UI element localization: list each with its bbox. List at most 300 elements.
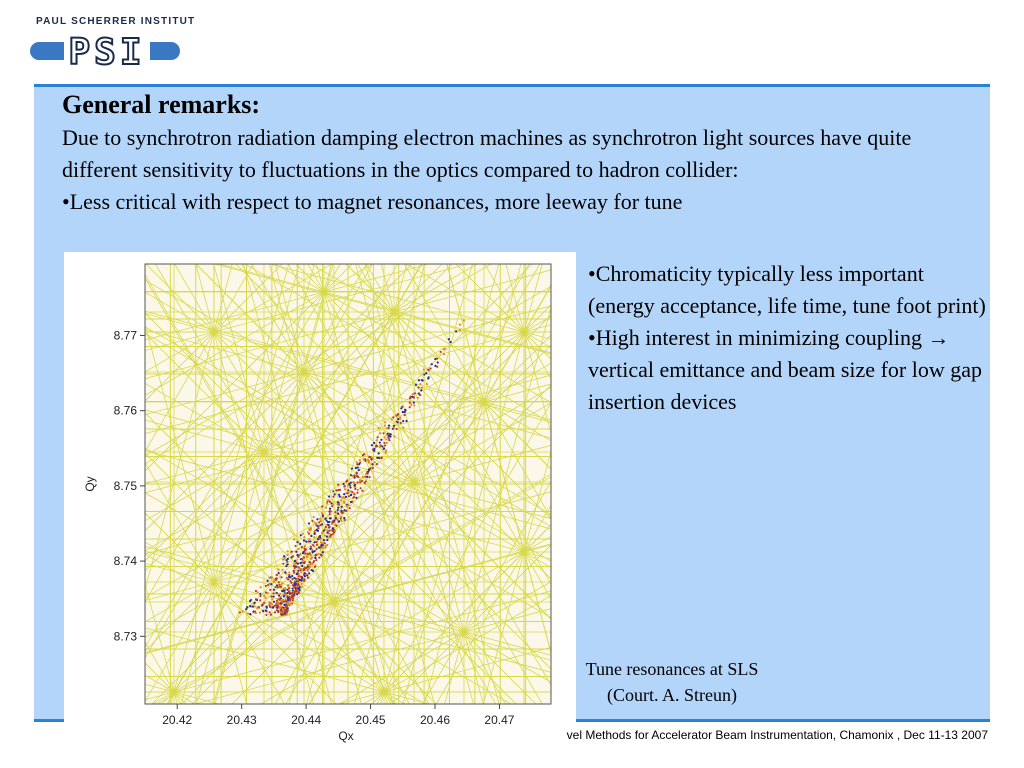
tune-point — [306, 567, 308, 569]
tune-point — [286, 592, 288, 594]
tune-point — [340, 518, 342, 520]
tune-point — [396, 428, 398, 430]
tune-point — [329, 517, 331, 519]
tune-point — [247, 612, 249, 614]
tune-point — [254, 611, 256, 613]
tune-point — [338, 494, 340, 496]
tune-point — [383, 442, 385, 444]
tune-point — [392, 416, 394, 418]
tune-point — [311, 520, 313, 522]
tune-point — [331, 523, 333, 525]
x-tick-label: 20.47 — [484, 713, 515, 727]
tune-point — [320, 548, 322, 550]
tune-point — [368, 469, 370, 471]
tune-point — [413, 397, 415, 399]
tune-point — [380, 457, 382, 459]
tune-point — [338, 503, 340, 505]
tune-point — [324, 535, 326, 537]
tune-point — [314, 521, 316, 523]
tune-point — [385, 452, 387, 454]
tune-point — [289, 580, 291, 582]
tune-point — [409, 397, 411, 399]
tune-point — [321, 523, 323, 525]
tune-point — [266, 580, 268, 582]
tune-point — [356, 472, 358, 474]
tune-point — [339, 496, 341, 498]
tune-point — [285, 609, 287, 611]
tune-point — [300, 534, 302, 536]
tune-point — [440, 351, 442, 353]
tune-point — [295, 551, 297, 553]
tune-point — [266, 607, 268, 609]
tune-point — [388, 437, 390, 439]
tune-point — [319, 538, 321, 540]
tune-point — [252, 605, 254, 607]
tune-point — [376, 445, 378, 447]
tune-point — [307, 570, 309, 572]
tune-point — [341, 512, 343, 514]
tune-point — [350, 501, 352, 503]
tune-point — [327, 521, 329, 523]
tune-point — [355, 467, 357, 469]
tune-point — [294, 560, 296, 562]
tune-point — [283, 555, 285, 557]
tune-point — [343, 485, 345, 487]
tune-point — [249, 600, 251, 602]
tune-point — [337, 501, 339, 503]
tune-point — [288, 590, 290, 592]
tune-point — [373, 442, 375, 444]
tune-point — [324, 518, 326, 520]
tune-point — [363, 453, 365, 455]
tune-point — [284, 571, 286, 573]
tune-point — [342, 483, 344, 485]
tune-point — [277, 604, 279, 606]
tune-point — [301, 583, 303, 585]
tune-point — [325, 507, 327, 509]
tune-point — [287, 585, 289, 587]
tune-point — [295, 578, 297, 580]
tune-point — [332, 504, 334, 506]
tune-point — [372, 467, 374, 469]
tune-point — [288, 596, 290, 598]
tune-point — [298, 575, 300, 577]
tune-point — [311, 569, 313, 571]
tune-point — [326, 544, 328, 546]
tune-point — [345, 510, 347, 512]
tune-point — [327, 532, 329, 534]
tune-point — [356, 481, 358, 483]
psi-mark-text: PSI — [68, 32, 146, 73]
psi-logo — [0, 0, 200, 80]
tune-point — [310, 546, 312, 548]
tune-point — [417, 397, 419, 399]
tune-point — [287, 558, 289, 560]
tune-point — [308, 572, 310, 574]
tune-point — [285, 605, 287, 607]
tune-point — [409, 406, 411, 408]
y-axis-ticks — [114, 328, 145, 643]
tune-point — [273, 592, 275, 594]
tune-point — [365, 480, 367, 482]
tune-point — [318, 521, 320, 523]
tune-point — [368, 476, 370, 478]
y-tick-label: 8.74 — [113, 554, 137, 569]
tune-point — [286, 589, 288, 591]
tune-point — [309, 540, 311, 542]
tune-point — [314, 566, 316, 568]
tune-point — [319, 518, 321, 520]
tune-point — [335, 525, 337, 527]
tune-point — [239, 611, 241, 613]
tune-point — [320, 555, 322, 557]
tune-point — [282, 563, 284, 565]
tune-point — [293, 563, 295, 565]
tune-point — [351, 467, 353, 469]
tune-point — [393, 435, 395, 437]
institute-name: PAUL SCHERRER INSTITUT — [36, 16, 196, 27]
tune-point — [316, 529, 318, 531]
tune-point — [276, 592, 278, 594]
tune-point — [304, 545, 306, 547]
tune-point — [455, 330, 457, 332]
tune-point — [264, 597, 266, 599]
tune-point — [286, 563, 288, 565]
tune-point — [289, 601, 291, 603]
tune-point — [347, 489, 349, 491]
tune-point — [415, 384, 417, 386]
tune-point — [399, 416, 401, 418]
tune-point — [287, 603, 289, 605]
tune-point — [283, 595, 285, 597]
tune-point — [273, 589, 275, 591]
tune-point — [321, 532, 323, 534]
tune-point — [301, 586, 303, 588]
tune-point — [273, 581, 275, 583]
tune-point — [271, 603, 273, 605]
tune-point — [318, 557, 320, 559]
tune-point — [315, 553, 317, 555]
tune-point — [388, 435, 390, 437]
tune-point — [280, 596, 282, 598]
y-tick-label: 8.77 — [113, 328, 137, 343]
tune-point — [282, 608, 284, 610]
tune-point — [304, 575, 306, 577]
tune-point — [307, 553, 309, 555]
tune-point — [356, 463, 358, 465]
tune-point — [402, 426, 404, 428]
tune-point — [277, 568, 279, 570]
tune-point — [436, 358, 438, 360]
tune-point — [271, 576, 273, 578]
tune-point — [373, 450, 375, 452]
tune-point — [334, 493, 336, 495]
tune-point — [280, 584, 282, 586]
tune-point — [376, 439, 378, 441]
tune-point — [275, 577, 277, 579]
tune-point — [301, 577, 303, 579]
tune-point — [384, 444, 386, 446]
tune-point — [343, 517, 345, 519]
tune-point — [291, 587, 293, 589]
tune-point — [385, 438, 387, 440]
tune-point — [269, 606, 271, 608]
tune-point — [354, 484, 356, 486]
tune-point — [384, 425, 386, 427]
tune-point — [357, 489, 359, 491]
tune-point — [259, 599, 261, 601]
tune-point — [378, 457, 380, 459]
tune-point — [421, 387, 423, 389]
tune-point — [308, 538, 310, 540]
tune-point — [293, 538, 295, 540]
tune-point — [322, 542, 324, 544]
x-axis-ticks — [162, 704, 515, 727]
slide-title: General remarks: — [62, 90, 261, 119]
tune-point — [356, 461, 358, 463]
tune-point — [328, 495, 330, 497]
tune-point — [376, 463, 378, 465]
tune-point — [425, 372, 427, 374]
tune-point — [326, 502, 328, 504]
tune-point — [356, 492, 358, 494]
tune-point — [316, 525, 318, 527]
tune-point — [341, 506, 343, 508]
tune-point — [299, 553, 301, 555]
tune-point — [405, 420, 407, 422]
tune-point — [414, 392, 416, 394]
tune-point — [297, 570, 299, 572]
tune-point — [404, 411, 406, 413]
tune-point — [339, 489, 341, 491]
tune-point — [413, 404, 415, 406]
tune-point — [333, 532, 335, 534]
bullet-magnet-resonances: •Less critical with respect to magnet resonances, more leeway for tune — [62, 189, 683, 214]
tune-point — [269, 603, 271, 605]
tune-point — [329, 508, 331, 510]
tune-point — [371, 444, 373, 446]
tune-point — [388, 425, 390, 427]
tune-point — [257, 591, 259, 593]
tune-point — [329, 513, 331, 515]
tune-point — [384, 421, 386, 423]
tune-point — [311, 549, 313, 551]
tune-point — [281, 569, 283, 571]
tune-point — [322, 515, 324, 517]
tune-point — [409, 402, 411, 404]
tune-point — [337, 512, 339, 514]
tune-point — [328, 524, 330, 526]
tune-point — [296, 554, 298, 556]
tune-point — [427, 369, 429, 371]
tune-point — [444, 348, 446, 350]
tune-point — [259, 595, 261, 597]
tune-point — [349, 486, 351, 488]
tune-point — [360, 487, 362, 489]
tune-point — [291, 575, 293, 577]
tune-point — [298, 548, 300, 550]
tune-point — [359, 479, 361, 481]
tune-point — [288, 587, 290, 589]
tune-point — [376, 436, 378, 438]
bullet-coupling: •High interest in minimizing coupling → vertical emittance and beam size for low gap insertion devices — [588, 325, 982, 414]
tune-point — [287, 599, 289, 601]
tune-point — [302, 560, 304, 562]
tune-point — [329, 535, 331, 537]
tune-point — [364, 460, 366, 462]
tune-point — [281, 582, 283, 584]
tune-point — [332, 490, 334, 492]
tune-point — [315, 559, 317, 561]
tune-point — [385, 450, 387, 452]
tune-point — [271, 606, 273, 608]
tune-point — [307, 577, 309, 579]
tune-point — [340, 520, 342, 522]
tune-point — [331, 533, 333, 535]
tune-point — [255, 590, 257, 592]
tune-point — [284, 588, 286, 590]
tune-point — [277, 602, 279, 604]
tune-point — [295, 562, 297, 564]
tune-point — [340, 499, 342, 501]
slide-footer: vel Methods for Accelerator Beam Instrumentation, Chamonix , Dec 11-13 2007 — [566, 728, 988, 742]
tune-point — [292, 555, 294, 557]
tune-point — [308, 533, 310, 535]
tune-point — [263, 595, 265, 597]
tune-point — [366, 476, 368, 478]
tune-point — [353, 474, 355, 476]
tune-point — [333, 521, 335, 523]
tune-point — [346, 492, 348, 494]
tune-point — [321, 505, 323, 507]
tune-point — [310, 535, 312, 537]
tune-point — [300, 571, 302, 573]
tune-point — [273, 578, 275, 580]
tune-point — [345, 496, 347, 498]
tune-point — [316, 518, 318, 520]
tune-point — [322, 551, 324, 553]
tune-plot-svg — [64, 252, 576, 752]
tune-point — [320, 544, 322, 546]
tune-point — [320, 541, 322, 543]
tune-point — [259, 612, 261, 614]
tune-point — [260, 586, 262, 588]
tune-point — [402, 411, 404, 413]
tune-point — [299, 562, 301, 564]
tune-point — [268, 577, 270, 579]
tune-point — [353, 492, 355, 494]
tune-point — [362, 476, 364, 478]
tune-point — [332, 528, 334, 530]
tune-point — [280, 576, 282, 578]
x-tick-label: 20.43 — [226, 713, 257, 727]
x-axis-label: Qx — [338, 729, 354, 743]
tune-point — [276, 584, 278, 586]
tune-point — [313, 541, 315, 543]
tune-point — [274, 611, 276, 613]
tune-point — [303, 551, 305, 553]
tune-point — [303, 536, 305, 538]
tune-point — [401, 406, 403, 408]
tune-resonance-plot — [64, 252, 576, 752]
tune-point — [334, 515, 336, 517]
tune-point — [383, 448, 385, 450]
tune-point — [423, 373, 425, 375]
tune-point — [279, 593, 281, 595]
tune-point — [383, 436, 385, 438]
tune-point — [343, 502, 345, 504]
tune-point — [304, 569, 306, 571]
tune-point — [249, 605, 251, 607]
tune-point — [270, 583, 272, 585]
figure-caption — [552, 656, 792, 708]
tune-point — [361, 490, 363, 492]
tune-point — [304, 547, 306, 549]
tune-point — [294, 580, 296, 582]
tune-point — [358, 469, 360, 471]
tune-point — [353, 496, 355, 498]
tune-point — [284, 612, 286, 614]
tune-point — [276, 574, 278, 576]
tune-point — [270, 614, 272, 616]
tune-point — [263, 602, 265, 604]
bullet-chromaticity: •Chromaticity typically less important (energy acceptance, life time, tune foot print) — [588, 261, 986, 318]
tune-point — [292, 570, 294, 572]
tune-point — [317, 527, 319, 529]
tune-point — [369, 456, 371, 458]
tune-point — [400, 422, 402, 424]
tune-point — [256, 607, 258, 609]
tune-point — [302, 533, 304, 535]
x-tick-label: 20.42 — [162, 713, 193, 727]
tune-point — [313, 550, 315, 552]
tune-point — [379, 441, 381, 443]
y-tick-label: 8.73 — [113, 629, 137, 644]
tune-point — [278, 572, 280, 574]
tune-point — [274, 586, 276, 588]
tune-point — [367, 458, 369, 460]
tune-point — [313, 536, 315, 538]
tune-point — [354, 488, 356, 490]
tune-point — [419, 394, 421, 396]
tune-point — [348, 495, 350, 497]
psi-logo-mark — [30, 30, 180, 74]
tune-point — [354, 476, 356, 478]
tune-point — [386, 427, 388, 429]
tune-point — [463, 319, 465, 321]
tune-point — [287, 550, 289, 552]
tune-point — [413, 401, 415, 403]
tune-point — [265, 585, 267, 587]
tune-point — [311, 550, 313, 552]
tune-point — [312, 544, 314, 546]
tune-point — [443, 353, 445, 355]
tune-point — [322, 547, 324, 549]
y-tick-label: 8.76 — [113, 403, 137, 418]
caption-line-2: (Court. A. Streun) — [607, 685, 737, 705]
tune-point — [308, 522, 310, 524]
tune-point — [386, 442, 388, 444]
tune-point — [359, 459, 361, 461]
tune-point — [412, 393, 414, 395]
tune-point — [337, 484, 339, 486]
tune-point — [265, 609, 267, 611]
tune-point — [459, 324, 461, 326]
tune-point — [301, 579, 303, 581]
tune-point — [315, 541, 317, 543]
x-tick-label: 20.45 — [355, 713, 386, 727]
tune-point — [429, 367, 431, 369]
